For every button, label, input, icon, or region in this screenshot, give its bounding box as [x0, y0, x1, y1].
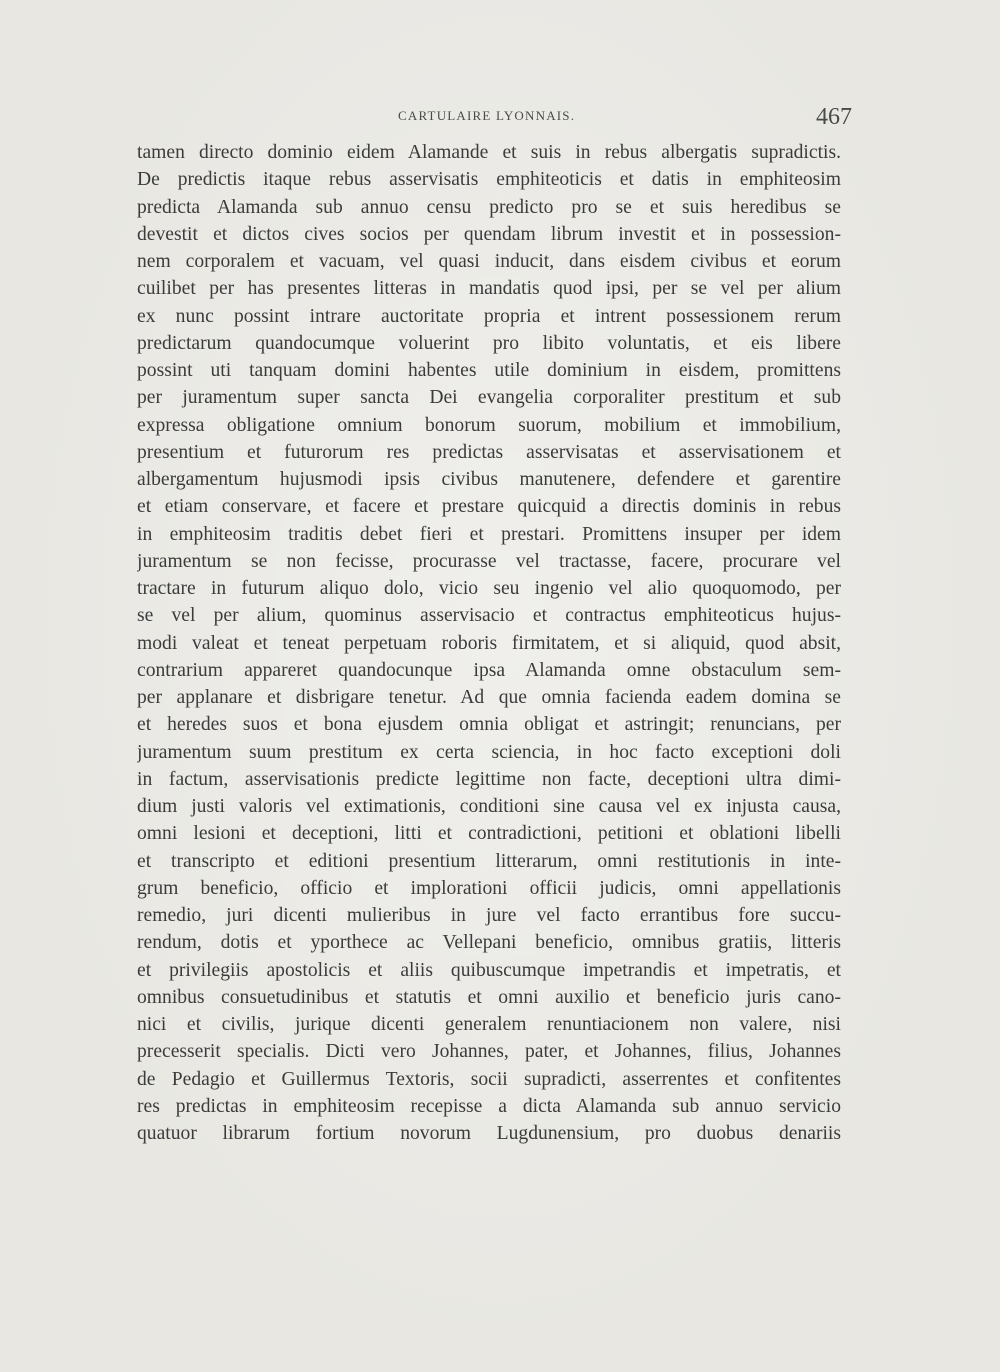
- text-line: grum beneficio, officio et implorationi officii judicis, omni appellationis: [137, 877, 841, 899]
- text-line: predicta Alamanda sub annuo censu predicto pro se et suis heredibus se: [137, 196, 841, 218]
- text-line: nici et civilis, jurique dicenti generalem renuntiacionem non valere, nisi: [137, 1014, 841, 1035]
- text-line: albergamentum hujusmodi ipsis civibus manutenere, defendere et garentire: [137, 469, 841, 490]
- text-line: et transcripto et editioni presentium litterarum, omni restitutionis in inte-: [137, 850, 841, 872]
- text-line: tamen directo dominio eidem Alamande et suis in rebus albergatis supradictis.: [137, 142, 841, 163]
- text-line: de Pedagio et Guillermus Textoris, socii supradicti, asserrentes et confitentes: [137, 1068, 841, 1090]
- text-line: per juramentum super sancta Dei evangelia corporaliter prestitum et sub: [137, 387, 841, 409]
- text-line: precesserit specialis. Dicti vero Johannes, pater, et Johannes, filius, Johannes: [137, 1041, 841, 1063]
- text-line: et heredes suos et bona ejusdem omnia obligat et astringit; renuncians, per: [137, 714, 841, 736]
- text-line: et etiam conservare, et facere et prestare quicquid a directis dominis in rebus: [137, 496, 841, 518]
- text-line: cuilibet per has presentes litteras in mandatis quod ipsi, per se vel per alium: [137, 278, 841, 300]
- text-line: res predictas in emphiteosim recepisse a dicta Alamanda sub annuo servicio: [137, 1095, 841, 1117]
- text-line: remedio, juri dicenti mulieribus in jure vel facto errantibus fore succu-: [137, 905, 841, 926]
- text-line: dium justi valoris vel extimationis, conditioni sine causa vel ex injusta causa,: [137, 796, 841, 817]
- text-line: et privilegiis apostolicis et aliis quibuscumque impetrandis et impetratis, et: [137, 959, 841, 981]
- page-number: 467: [816, 104, 852, 130]
- text-line: modi valeat et teneat perpetuam roboris firmitatem, et si aliquid, quod absit,: [137, 632, 841, 654]
- text-line: omnibus consuetudinibus et statutis et omni auxilio et beneficio juris cano-: [137, 986, 841, 1008]
- text-line: possint uti tanquam domini habentes utile dominium in eisdem, promittens: [137, 360, 841, 381]
- text-line: De predictis itaque rebus asservisatis emphiteoticis et datis in emphiteosim: [137, 169, 841, 191]
- text-line: ex nunc possint intrare auctoritate propria et intrent possessionem rerum: [137, 305, 841, 327]
- text-line: per applanare et disbrigare tenetur. Ad que omnia facienda eadem domina se: [137, 687, 841, 708]
- text-line: predictarum quandocumque voluerint pro libito voluntatis, et eis libere: [137, 332, 841, 354]
- text-line: tractare in futurum aliquo dolo, vicio seu ingenio vel alio quoquomodo, per: [137, 578, 841, 599]
- text-line: expressa obligatione omnium bonorum suorum, mobilium et immobilium,: [137, 414, 841, 436]
- running-title: CARTULAIRE LYONNAIS.: [398, 108, 576, 123]
- text-line: nem corporalem et vacuam, vel quasi inducit, dans eisdem civibus et eorum: [137, 251, 841, 272]
- text-line: juramentum se non fecisse, procurasse vel tractasse, facere, procurare vel: [137, 550, 841, 572]
- text-line: in emphiteosim traditis debet fieri et prestari. Promittens insuper per idem: [137, 523, 841, 545]
- body-text: [137, 139, 841, 1147]
- text-line: omni lesioni et deceptioni, litti et contradictioni, petitioni et oblationi libelli: [137, 823, 841, 845]
- text-line: presentium et futurorum res predictas asservisatas et asservisationem et: [137, 441, 841, 463]
- text-line: rendum, dotis et yporthece ac Vellepani beneficio, omnibus gratiis, litteris: [137, 932, 841, 954]
- text-line: in factum, asservisationis predicte legittime non facte, deceptioni ultra dimi-: [137, 768, 841, 790]
- text-line: contrarium appareret quandocunque ipsa Alamanda omne obstaculum sem-: [137, 659, 841, 681]
- text-line: juramentum suum prestitum ex certa sciencia, in hoc facto exceptioni doli: [137, 741, 841, 763]
- text-line: quatuor librarum fortium novorum Lugdunensium, pro duobus denariis: [137, 1123, 841, 1144]
- text-line: se vel per alium, quominus asservisacio et contractus emphiteoticus hujus-: [137, 605, 841, 627]
- text-line: devestit et dictos cives socios per quendam librum investit et in possession-: [137, 223, 841, 245]
